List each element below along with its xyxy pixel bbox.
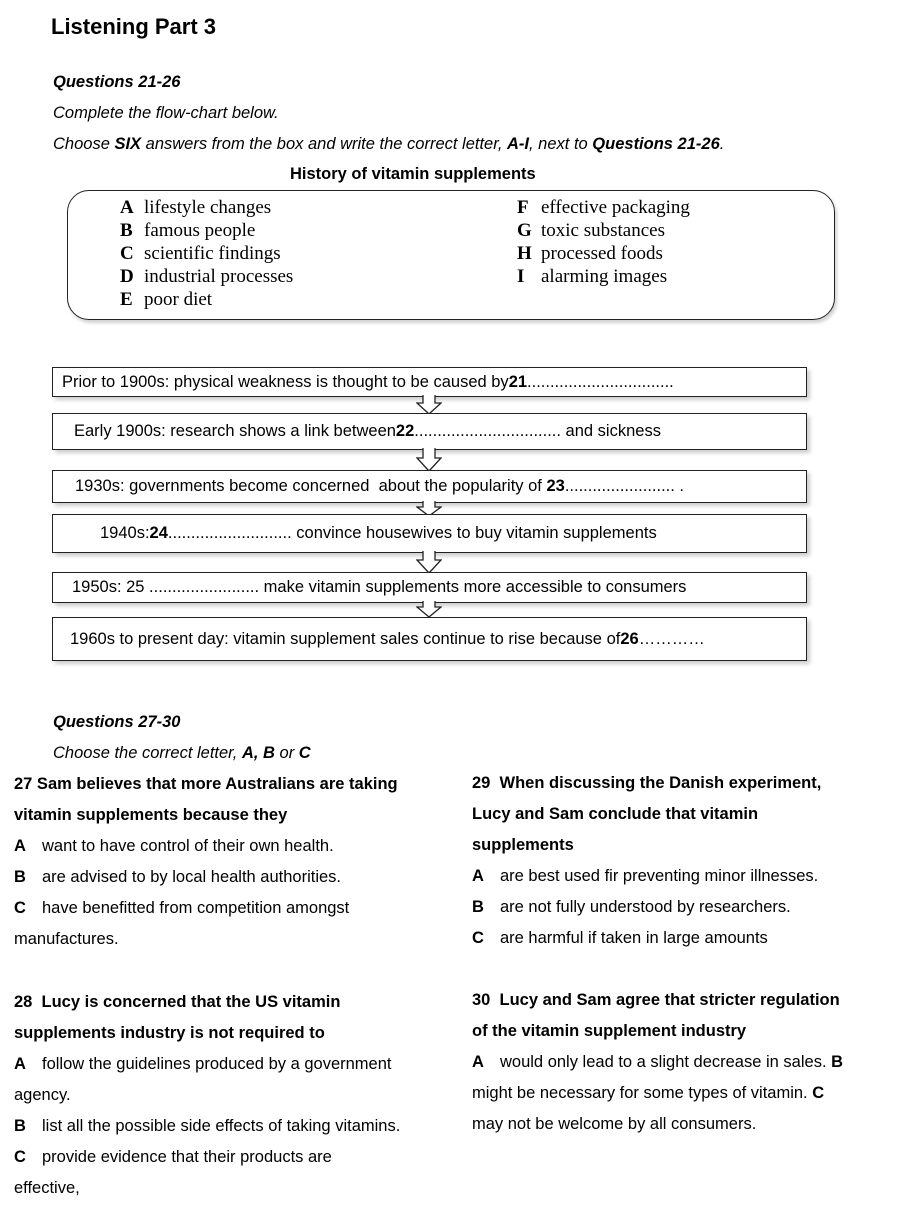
answer-blank-23[interactable]: ........................ .	[564, 477, 685, 495]
q27-option-b[interactable]	[14, 862, 398, 893]
instr-bold-letters: A, B	[241, 744, 275, 762]
option-text: want to have control of their own health.	[42, 837, 334, 855]
question-stem: vitamin supplements because they	[14, 806, 288, 824]
option-a	[120, 197, 271, 219]
option-b	[120, 220, 255, 242]
option-i	[517, 266, 667, 288]
question-number-22: 22	[395, 422, 415, 440]
option-text: toxic substances	[541, 220, 666, 241]
flow-text: Prior to 1900s: physical weakness is thought to be caused by	[62, 372, 509, 391]
instr-text: Choose	[53, 135, 115, 153]
question-stem: 28 Lucy is concerned that the US vitamin	[14, 993, 341, 1011]
option-text: famous people	[144, 220, 256, 241]
q30-option-a[interactable]	[472, 1047, 843, 1078]
option-letter-c: C	[812, 1084, 825, 1102]
instr-bold-range: A-I	[507, 135, 529, 153]
answer-blank-21[interactable]: ................................	[527, 372, 674, 391]
q29-option-c[interactable]	[472, 923, 821, 954]
option-letter: B	[120, 220, 133, 241]
flow-text: Early 1900s: research shows a link between	[74, 422, 396, 440]
instruction-choose-letter	[53, 744, 311, 763]
instr-text: Choose the correct letter,	[53, 744, 242, 762]
option-d	[120, 266, 293, 288]
option-text: scientific findings	[144, 243, 281, 264]
option-text: are not fully understood by researchers.	[500, 898, 791, 916]
answer-blank-26[interactable]: …………	[638, 629, 705, 648]
option-letter: A	[14, 1055, 26, 1073]
q27-option-c[interactable]	[14, 893, 398, 924]
option-letter: A	[14, 837, 26, 855]
page-title: Listening Part 3	[51, 14, 217, 39]
option-letter: A	[472, 1053, 484, 1071]
option-letter: F	[517, 197, 529, 218]
flow-step-24	[52, 514, 807, 553]
q30-option-c[interactable]	[472, 1109, 843, 1140]
option-h	[517, 243, 663, 265]
option-text: effective packaging	[541, 197, 690, 218]
flow-step-26	[52, 617, 807, 661]
option-letter: C	[472, 929, 484, 947]
instr-text: answers from the box and write the correct letter,	[141, 135, 507, 153]
option-letter: C	[14, 1148, 26, 1166]
q28-option-a[interactable]	[14, 1049, 400, 1080]
instr-text: , next to	[529, 135, 593, 153]
question-stem: Lucy and Sam conclude that vitamin	[472, 805, 759, 823]
option-g	[517, 220, 665, 242]
q29-option-a[interactable]	[472, 861, 821, 892]
answer-blank-24[interactable]: ........................... convince housewives to buy vitamin supplements	[167, 524, 657, 542]
instr-bold-questions: Questions 21-26	[592, 135, 720, 153]
flow-step-25	[52, 572, 807, 603]
option-f	[517, 197, 690, 219]
instruction-complete-flowchart: Complete the flow-chart below.	[53, 104, 279, 122]
question-stem: of the vitamin supplement industry	[472, 1022, 747, 1040]
option-text: alarming images	[541, 266, 668, 287]
option-text: poor diet	[144, 289, 213, 310]
question-number-26: 26	[620, 629, 639, 648]
question-29	[472, 768, 821, 954]
option-letter: A	[472, 867, 484, 885]
flow-step-22	[52, 413, 807, 450]
option-text-continued: manufactures.	[14, 930, 119, 948]
down-arrow-icon	[416, 395, 442, 415]
question-stem: supplements	[472, 836, 574, 854]
option-letter: I	[517, 266, 525, 287]
option-letter: C	[14, 899, 26, 917]
question-stem: 27 Sam believes that more Australians are taking	[14, 775, 398, 793]
section-heading-21-26: Questions 21-26	[53, 73, 181, 91]
option-text: provide evidence that their products are	[42, 1148, 332, 1166]
flow-step-23	[52, 470, 807, 503]
question-number-23: 23	[546, 477, 565, 495]
option-text: list all the possible side effects of taking vitamins.	[42, 1117, 401, 1135]
down-arrow-icon	[416, 551, 442, 574]
answer-blank-25[interactable]: 1950s: 25 ........................ make vitamin supplements more accessible to consumers	[72, 578, 687, 596]
instr-bold-six: SIX	[114, 135, 142, 153]
option-letter: D	[120, 266, 134, 287]
question-stem: 30 Lucy and Sam agree that stricter regulation	[472, 991, 840, 1009]
question-stem: 29 When discussing the Danish experiment,	[472, 774, 822, 792]
option-letter: B	[14, 1117, 26, 1135]
answer-blank-22[interactable]: ................................ and sickness	[414, 422, 661, 440]
option-text: are harmful if taken in large amounts	[500, 929, 768, 947]
option-letter: A	[120, 197, 134, 218]
option-text: would only lead to a slight decrease in sales.	[500, 1053, 832, 1071]
question-stem: supplements industry is not required to	[14, 1024, 325, 1042]
option-letter: C	[120, 243, 134, 264]
option-letter: E	[120, 289, 133, 310]
instr-text: .	[719, 135, 725, 153]
question-27	[14, 769, 398, 955]
option-text: follow the guidelines produced by a government	[42, 1055, 392, 1073]
question-30	[472, 985, 843, 1140]
down-arrow-icon	[416, 601, 442, 618]
option-text: are advised to by local health authorities.	[42, 868, 342, 886]
option-text: might be necessary for some types of vitamin.	[472, 1084, 813, 1102]
option-letter: G	[517, 220, 532, 241]
option-text-continued: agency.	[14, 1086, 71, 1104]
option-text: lifestyle changes	[144, 197, 272, 218]
question-number-24: 24	[149, 524, 168, 542]
q29-option-b[interactable]	[472, 892, 821, 923]
instr-bold-letter-c: C	[298, 744, 311, 762]
options-box-title: History of vitamin supplements	[290, 165, 536, 183]
option-text: industrial processes	[144, 266, 294, 287]
option-letter: H	[517, 243, 532, 264]
q30-option-b[interactable]	[472, 1078, 843, 1109]
q28-option-b[interactable]	[14, 1111, 400, 1142]
option-text: are best used fir preventing minor illnesses.	[500, 867, 819, 885]
option-text-continued: effective,	[14, 1179, 80, 1197]
q27-option-a[interactable]	[14, 831, 398, 862]
option-letter-b: B	[831, 1053, 844, 1071]
option-text: processed foods	[541, 243, 663, 264]
option-letter: B	[14, 868, 26, 886]
flow-text: 1960s to present day: vitamin supplement sales continue to rise because of	[70, 629, 621, 648]
question-28	[14, 987, 400, 1204]
option-text: have benefitted from competition amongst	[42, 899, 350, 917]
flow-text: 1940s:	[100, 524, 150, 542]
down-arrow-icon	[416, 448, 442, 472]
instruction-choose-six	[53, 135, 724, 154]
section-heading-27-30: Questions 27-30	[53, 713, 181, 731]
flow-text: 1930s: governments become concerned about the popularity of	[75, 477, 547, 495]
option-letter: B	[472, 898, 484, 916]
question-number-21: 21	[508, 372, 528, 391]
option-text: may not be welcome by all consumers.	[472, 1115, 757, 1133]
instr-text: or	[274, 744, 299, 762]
flow-step-21	[52, 367, 807, 397]
option-e	[120, 289, 212, 311]
option-c	[120, 243, 281, 265]
q28-option-c[interactable]	[14, 1142, 400, 1173]
